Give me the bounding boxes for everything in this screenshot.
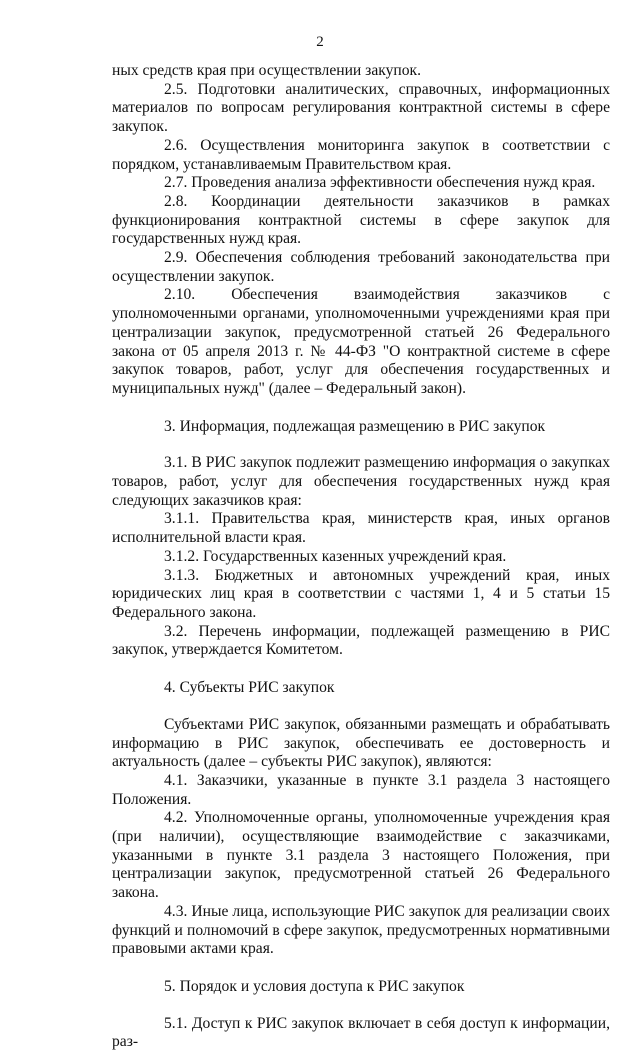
paragraph-2-6: 2.6. Осуществления мониторинга закупок в соответствии с порядком, устанавливаемым Правительством края. — [112, 136, 610, 173]
paragraph-3-2: 3.2. Перечень информации, подлежащей размещению в РИС закупок, утверждается Комитетом. — [112, 622, 610, 659]
paragraph-4-2: 4.2. Уполномоченные органы, уполномоченные учреждения края (при наличии), осуществляющие взаимодействие с заказчиками, указанными в пункте 3.1 раздела 3 настоящего Положения, при централизации закупок, предусмотренной статьей 26 Федерального закона. — [112, 809, 610, 902]
section-heading-3: 3. Информация, подлежащая размещению в РИС закупок — [164, 417, 546, 435]
paragraph-2-10: 2.10. Обеспечения взаимодействия заказчиков с уполномоченными органами, уполномоченными учреждениями края при централизации закупок, предусмотренной статьей 26 Федерального закона от 05 апреля 2013 г. № 44-ФЗ "О контрактной системе в сфере закупок товаров, работ, услуг для обеспечения государственных и муниципальных нужд" (далее – Федеральный закон). — [112, 286, 610, 397]
paragraph-2-7: 2.7. Проведения анализа эффективности обеспечения нужд края. — [164, 174, 596, 192]
document-body — [112, 62, 610, 1052]
paragraph-2-9: 2.9. Обеспечения соблюдения требований законодательства при осуществлении закупок. — [112, 249, 610, 285]
section-heading-4: 4. Субъекты РИС закупок — [164, 679, 335, 697]
paragraph-4-1: 4.1. Заказчики, указанные в пункте 3.1 раздела 3 настоящего Положения. — [112, 771, 610, 808]
paragraph-3-1-1: 3.1.1. Правительства края, министерств края, иных органов исполнительной власти края. — [112, 510, 610, 547]
paragraph-3-1: 3.1. В РИС закупок подлежит размещению информация о закупках товаров, работ, услуг для обеспечения государственных нужд края следующих заказчиков края: — [112, 454, 610, 509]
paragraph-2-8: 2.8. Координации деятельности заказчиков в рамках функционирования контрактной системы в сфере закупок для государственных нужд края. — [112, 192, 610, 248]
page-number: 2 — [316, 34, 324, 50]
paragraph-5-1: 5.1. Доступ к РИС закупок включает в себя доступ к информации, раз- — [112, 1014, 610, 1051]
paragraph-3-1-3: 3.1.3. Бюджетных и автономных учреждений края, иных юридических лиц края в соответствии с частями 1, 4 и 5 статьи 15 Федерального закона. — [112, 566, 610, 621]
paragraph-4-3: 4.3. Иные лица, использующие РИС закупок для реализации своих функций и полномочий в сфере закупок, предусмотренных нормативными правовыми актами края. — [112, 902, 610, 958]
paragraph-4-intro: Субъектами РИС закупок, обязанными размещать и обрабатывать информацию в РИС закупок, обеспечивать ее достоверность и актуальность (далее – субъекты РИС закупок), являются: — [112, 715, 610, 771]
section-heading-5: 5. Порядок и условия доступа к РИС закупок — [164, 977, 465, 995]
paragraph-continuation: ных средств края при осуществлении закупок. — [112, 62, 422, 79]
paragraph-2-5: 2.5. Подготовки аналитических, справочных, информационных материалов по вопросам регулирования контрактной системы в сфере закупок. — [112, 80, 610, 136]
paragraph-3-1-2: 3.1.2. Государственных казенных учреждений края. — [164, 547, 507, 565]
